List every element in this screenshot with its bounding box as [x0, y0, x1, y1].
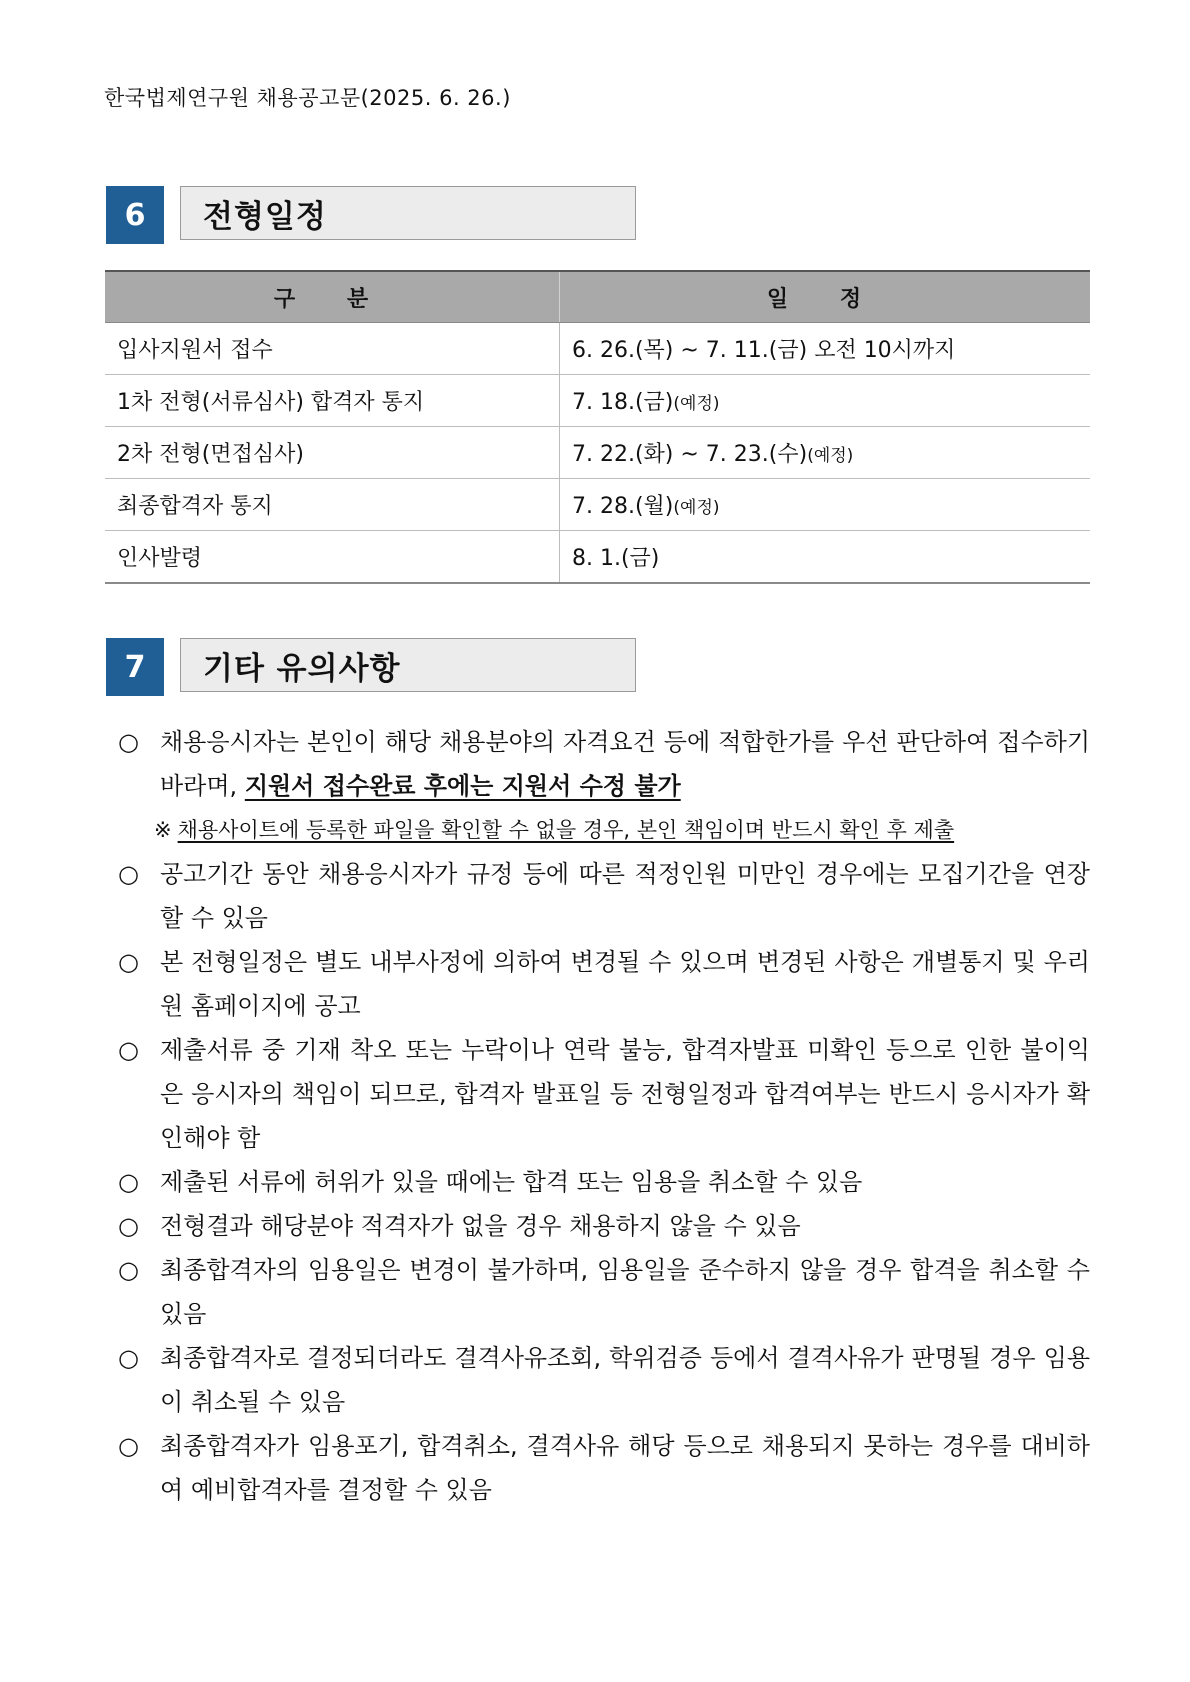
date-note: (예정): [807, 446, 854, 466]
note-text: 본 전형일정은 별도 내부사정에 의하여 변경될 수 있으며 변경된 사항은 개별통지 및 우리원 홈페이지에 공고: [160, 948, 1090, 1020]
note-text: 최종합격자가 임용포기, 합격취소, 결격사유 해당 등으로 채용되지 못하는 경우를 대비하여 예비합격자를 결정할 수 있음: [160, 1432, 1090, 1504]
note-text-plain: 채용응시자는 본인이 해당 채용분야의 자격요건 등에 적합한가를 우선 판단하여 접수하기 바라며,: [160, 728, 1090, 800]
row-item: 최종합격자 통지: [105, 479, 560, 531]
reference-mark: ※: [154, 818, 172, 842]
document-header: 한국법제연구원 채용공고문(2025. 6. 26.): [104, 86, 511, 110]
date-note: (예정): [673, 498, 720, 518]
note-text: 공고기간 동안 채용응시자가 규정 등에 따른 적정인원 미만인 경우에는 모집기간을 연장할 수 있음: [160, 860, 1090, 932]
row-date: [560, 427, 1091, 479]
table-row: [105, 375, 1090, 427]
date-text: 8. 1.(금): [572, 546, 660, 571]
reference-text: 채용사이트에 등록한 파일을 확인할 수 없을 경우, 본인 책임이며 반드시 확인 후 제출: [177, 818, 955, 842]
row-date: [560, 531, 1091, 584]
note-text: 최종합격자로 결정되더라도 결격사유조회, 학위검증 등에서 결격사유가 판명될 경우 임용이 취소될 수 있음: [160, 1344, 1090, 1416]
row-date: [560, 323, 1091, 375]
note-text: 제출서류 중 기재 착오 또는 누락이나 연락 불능, 합격자발표 미확인 등으로 인한 불이익은 응시자의 책임이 되므로, 합격자 발표일 등 전형일정과 합격여부는 반드시 응시자가 확인해야 함: [160, 1036, 1090, 1152]
row-item: 2차 전형(면접심사): [105, 427, 560, 479]
note-text: 전형결과 해당분야 적격자가 없을 경우 채용하지 않을 수 있음: [160, 1212, 801, 1240]
reference-note: [118, 810, 1090, 850]
bullet: ○: [118, 1212, 139, 1240]
row-item: 1차 전형(서류심사) 합격자 통지: [105, 375, 560, 427]
table-row: [105, 323, 1090, 375]
table-header-row: [105, 271, 1090, 323]
notes-list: [118, 720, 1090, 1512]
date-text: 7. 28.(월): [572, 494, 674, 519]
date-text: 7. 22.(화) ~ 7. 23.(수): [572, 442, 808, 467]
list-item: [118, 1204, 1090, 1248]
list-item: [118, 1424, 1090, 1512]
bullet: ○: [118, 728, 139, 756]
note-text: 제출된 서류에 허위가 있을 때에는 합격 또는 임용을 취소할 수 있음: [160, 1168, 863, 1196]
bullet: ○: [118, 860, 139, 888]
note-text: [160, 720, 1090, 808]
bullet: ○: [118, 1432, 139, 1460]
row-date: [560, 479, 1091, 531]
bullet: ○: [118, 1344, 139, 1372]
list-item: [118, 1248, 1090, 1336]
note-emphasis: 지원서 접수완료 후에는 지원서 수정 불가: [244, 772, 681, 800]
bullet: ○: [118, 1168, 139, 1196]
row-item: 인사발령: [105, 531, 560, 584]
date-text: 7. 18.(금): [572, 390, 674, 415]
row-date: [560, 375, 1091, 427]
list-item: [118, 1336, 1090, 1424]
bullet: ○: [118, 1036, 139, 1064]
column-header-category: 구 분: [105, 271, 560, 323]
list-item: [118, 940, 1090, 1028]
schedule-table: [105, 270, 1090, 584]
section-title: 기타 유의사항: [180, 638, 636, 692]
row-item: 입사지원서 접수: [105, 323, 560, 375]
list-item: [118, 1160, 1090, 1204]
section-number: 7: [106, 638, 164, 696]
table-row: [105, 479, 1090, 531]
column-header-schedule: 일 정: [560, 271, 1091, 323]
table-row: [105, 427, 1090, 479]
table-row: [105, 531, 1090, 584]
list-item: [118, 720, 1090, 808]
note-text: 최종합격자의 임용일은 변경이 불가하며, 임용일을 준수하지 않을 경우 합격을 취소할 수 있음: [160, 1256, 1090, 1328]
list-item: [118, 852, 1090, 940]
section-title: 전형일정: [180, 186, 636, 240]
bullet: ○: [118, 948, 139, 976]
bullet: ○: [118, 1256, 139, 1284]
list-item: [118, 1028, 1090, 1160]
section-number: 6: [106, 186, 164, 244]
date-text: 6. 26.(목) ~ 7. 11.(금) 오전 10시까지: [572, 338, 956, 363]
date-note: (예정): [673, 394, 720, 414]
